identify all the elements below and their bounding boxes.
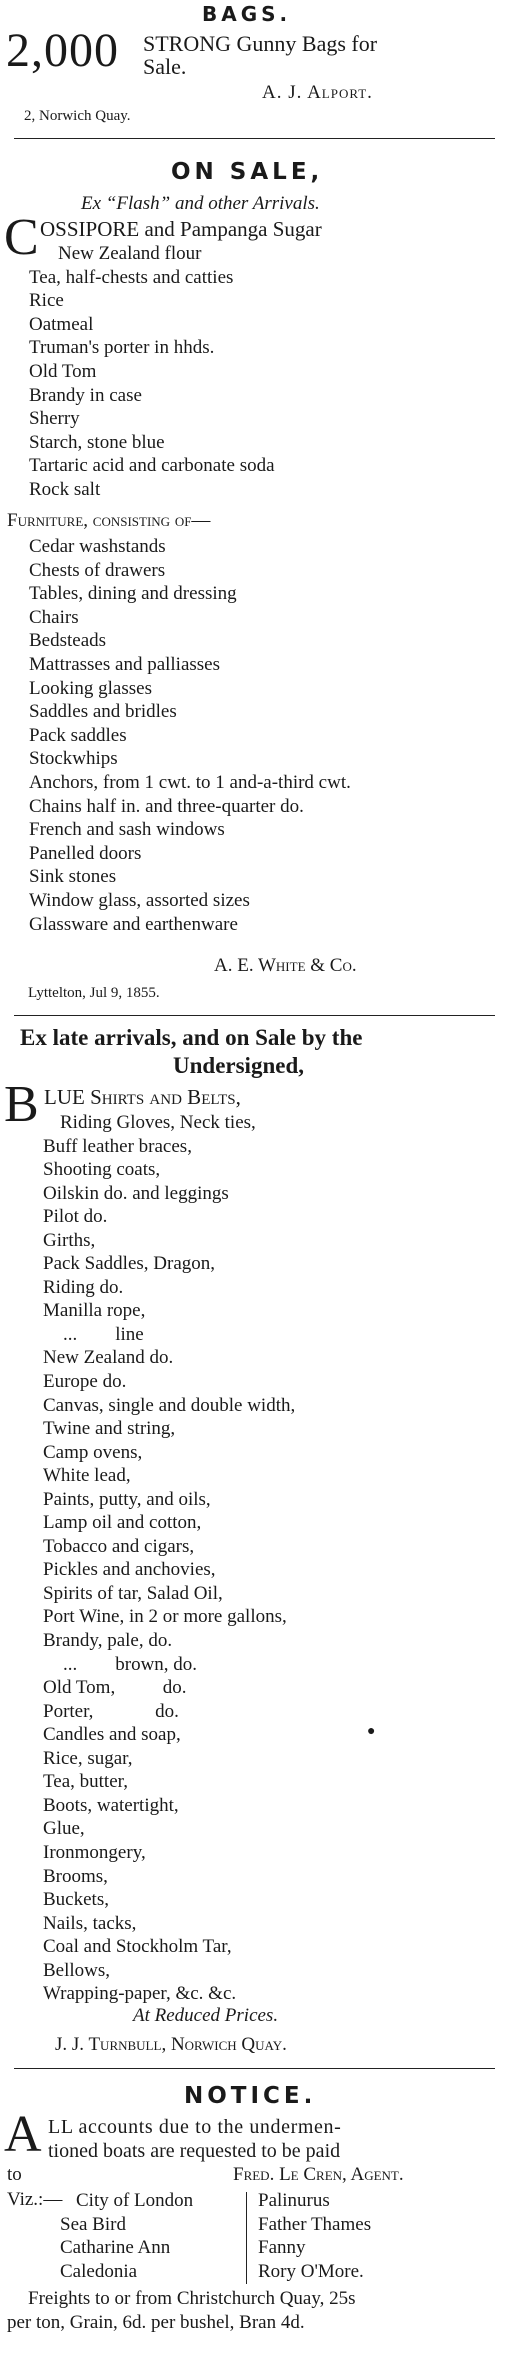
late-arrivals-heading-line-1: Ex late arrivals, and on Sale by the	[20, 1025, 363, 1050]
list-item: Spirits of tar, Salad Oil,	[43, 1582, 223, 1604]
boats-column-divider	[246, 2192, 247, 2284]
notice-line-3-left: to	[7, 2164, 22, 2185]
list-item: Starch, stone blue	[29, 431, 165, 453]
list-item: Brooms,	[43, 1865, 108, 1887]
list-item: Sink stones	[29, 866, 117, 888]
freight-line-1: Freights to or from Christchurch Quay, 25s	[28, 2288, 356, 2309]
list-item: Porter, do.	[43, 1700, 179, 1722]
bags-description-line-2: Sale.	[143, 54, 187, 79]
late-arrivals-goods-list	[37, 1111, 295, 2006]
reduced-prices-line: At Reduced Prices.	[133, 2005, 279, 2026]
list-item: Tartaric acid and carbonate soda	[29, 455, 275, 477]
list-item: Tea, butter,	[43, 1771, 128, 1793]
late-arrivals-signature: J. J. Turnbull, Norwich Quay.	[55, 2034, 287, 2055]
list-item: Glassware and earthenware	[29, 913, 238, 935]
list-item: Caledonia	[60, 2260, 138, 2282]
list-item: French and sash windows	[29, 819, 225, 841]
list-item: Old Tom, do.	[43, 1677, 187, 1699]
list-item: Chains half in. and three-quarter do.	[29, 795, 304, 817]
list-item: Truman's porter in hhds.	[29, 337, 215, 359]
list-item: Oatmeal	[29, 313, 94, 335]
list-item: Buckets,	[43, 1889, 109, 1911]
list-item: Candles and soap,	[43, 1724, 181, 1746]
list-item: Bedsteads	[29, 630, 107, 652]
list-item: Sherry	[29, 408, 80, 430]
list-item: Fanny	[258, 2237, 306, 2259]
list-item: Pack Saddles, Dragon,	[43, 1253, 216, 1275]
list-item: Cedar washstands	[29, 536, 166, 557]
divider-3	[14, 2068, 495, 2069]
on-sale-drop-cap: C	[4, 209, 39, 266]
list-item: Manilla rope,	[43, 1300, 146, 1322]
on-sale-goods-list	[29, 242, 275, 502]
list-item: Stockwhips	[29, 748, 118, 770]
list-item: Wrapping-paper, &c. &c.	[43, 1983, 237, 2005]
viz-label: Viz.:—	[7, 2189, 63, 2210]
list-item: Bellows,	[43, 1959, 111, 1981]
list-item: Anchors, from 1 cwt. to 1 and-a-third cwt.	[29, 771, 351, 793]
list-item: Camp ovens,	[43, 1441, 143, 1463]
list-item: Nails, tacks,	[43, 1912, 137, 1934]
list-item: Old Tom	[29, 360, 97, 382]
list-item: Paints, putty, and oils,	[43, 1488, 211, 1510]
list-item: Coal and Stockholm Tar,	[43, 1936, 232, 1958]
list-item: Port Wine, in 2 or more gallons,	[43, 1606, 287, 1628]
notice-heading: NOTICE.	[184, 2083, 317, 2109]
divider-1	[14, 138, 495, 139]
late-arrivals-first-line: LUE Shirts and Belts,	[44, 1085, 241, 1109]
list-item: Tea, half-chests and catties	[29, 266, 234, 288]
list-item: Rock salt	[29, 478, 101, 500]
notice-drop-cap: A	[4, 2106, 42, 2163]
freight-line-2: per ton, Grain, 6d. per bushel, Bran 4d.	[7, 2312, 305, 2333]
list-item: ... line	[63, 1323, 144, 1345]
list-item: Sea Bird	[60, 2213, 126, 2235]
notice-line-2: tioned boats are requested to be paid	[48, 2140, 341, 2162]
list-item: Pilot do.	[43, 1206, 108, 1228]
list-item: Rory O'More.	[258, 2260, 364, 2282]
list-item: Looking glasses	[29, 677, 152, 699]
list-item: Girths,	[43, 1229, 96, 1251]
list-item: Oilskin do. and leggings	[43, 1182, 229, 1204]
list-item: Glue,	[43, 1818, 85, 1840]
list-item: Panelled doors	[29, 842, 142, 864]
on-sale-heading: ON SALE,	[171, 159, 324, 185]
list-item: ... brown, do.	[63, 1653, 198, 1675]
list-item: Rice	[29, 290, 64, 312]
list-item: Twine and string,	[43, 1418, 176, 1440]
stray-ink-mark: ●	[367, 1724, 376, 1739]
list-item: Pack saddles	[29, 724, 127, 746]
list-item: Boots, watertight,	[43, 1794, 179, 1816]
bags-quantity: 2,000	[6, 24, 119, 77]
list-item: Buff leather braces,	[43, 1135, 192, 1157]
boats-list-right	[258, 2189, 371, 2283]
list-item: New Zealand flour	[58, 243, 202, 264]
list-item: Catharine Ann	[60, 2237, 171, 2259]
bags-address: 2, Norwich Quay.	[24, 108, 131, 124]
list-item: Ironmongery,	[43, 1841, 146, 1863]
bags-heading: BAGS.	[202, 2, 292, 26]
on-sale-subtitle: Ex “Flash” and other Arrivals.	[81, 193, 320, 214]
list-item: Tables, dining and dressing	[29, 583, 237, 605]
list-item: Canvas, single and double width,	[43, 1394, 296, 1416]
boats-list-left	[60, 2189, 193, 2283]
bags-signature: A. J. Alport.	[262, 82, 373, 103]
list-item: Lamp oil and cotton,	[43, 1512, 202, 1534]
list-item: Rice, sugar,	[43, 1747, 133, 1769]
on-sale-dateline: Lyttelton, Jul 9, 1855.	[28, 985, 160, 1001]
furniture-heading: Furniture, consisting of—	[7, 510, 211, 531]
late-arrivals-drop-cap: B	[4, 1076, 39, 1133]
list-item: Riding Gloves, Neck ties,	[60, 1112, 256, 1133]
late-arrivals-heading-line-2: Undersigned,	[173, 1053, 304, 1078]
list-item: Riding do.	[43, 1276, 124, 1298]
list-item: Palinurus	[258, 2190, 330, 2211]
notice-line-1: LL accounts due to the undermen-	[48, 2116, 342, 2138]
bags-description-line-1: STRONG Gunny Bags for	[143, 31, 378, 56]
list-item: Chairs	[29, 606, 79, 628]
list-item: City of London	[76, 2190, 194, 2211]
list-item: Brandy, pale, do.	[43, 1630, 173, 1652]
list-item: New Zealand do.	[43, 1347, 174, 1369]
list-item: Shooting coats,	[43, 1159, 161, 1181]
notice-agent-signature: Fred. Le Cren, Agent.	[233, 2164, 404, 2185]
list-item: Pickles and anchovies,	[43, 1559, 216, 1581]
furniture-list	[29, 535, 351, 936]
list-item: Europe do.	[43, 1371, 127, 1393]
list-item: Brandy in case	[29, 384, 142, 406]
on-sale-first-line: OSSIPORE and Pampanga Sugar	[40, 217, 322, 241]
list-item: Father Thames	[258, 2213, 372, 2235]
list-item: Chests of drawers	[29, 559, 166, 581]
list-item: Tobacco and cigars,	[43, 1535, 195, 1557]
divider-2	[14, 1015, 495, 1016]
on-sale-signature: A. E. White & Co.	[214, 955, 357, 976]
list-item: Saddles and bridles	[29, 701, 177, 723]
list-item: Mattrasses and palliasses	[29, 653, 221, 675]
list-item: Window glass, assorted sizes	[29, 889, 250, 911]
list-item: White lead,	[43, 1465, 131, 1487]
